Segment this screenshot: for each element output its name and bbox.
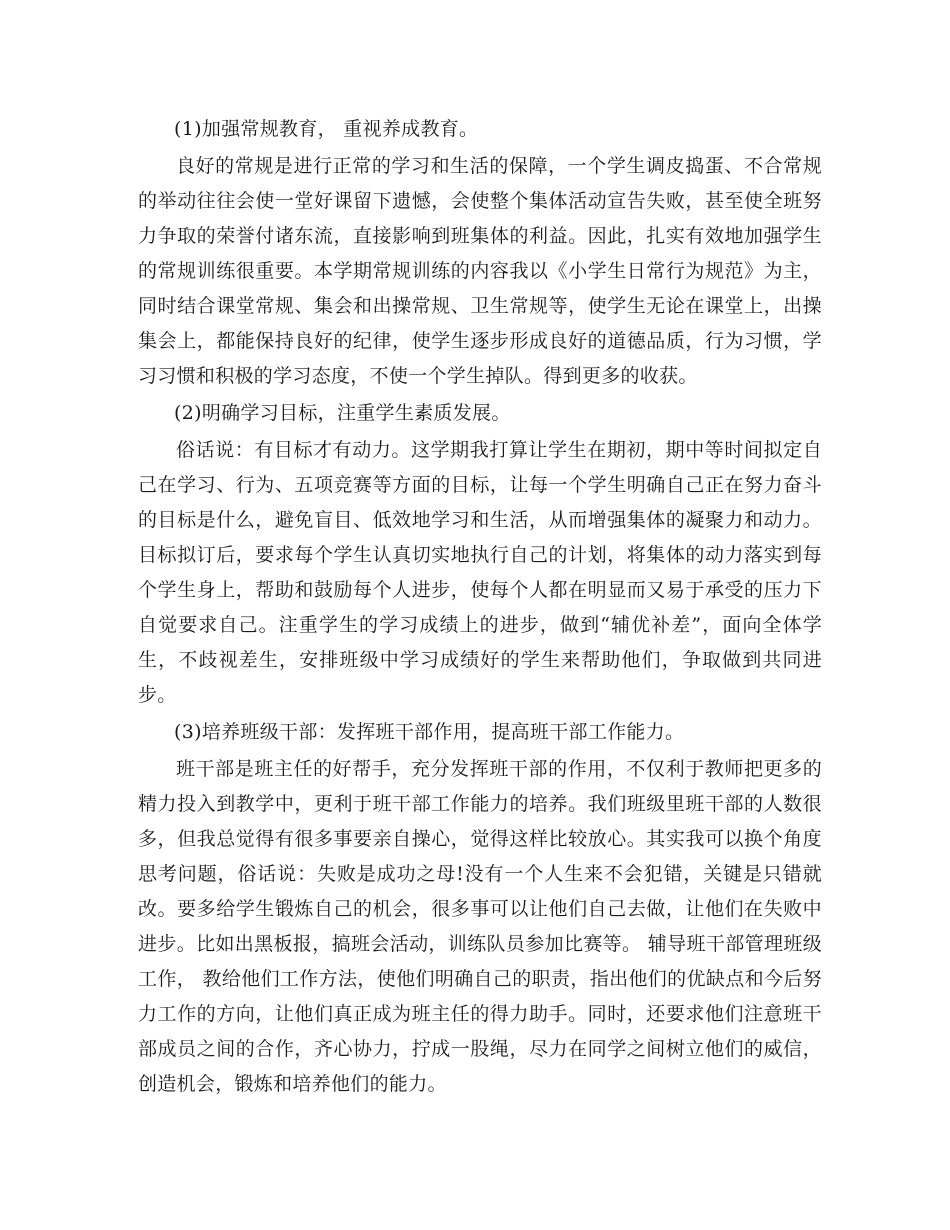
section-2-body: 俗话说：有目标才有动力。这学期我打算让学生在期初，期中等时间拟定自己在学习、行为、五项竞赛等方面的目标，让每一个学生明确自己正在努力奋斗的目标是什么，避免盲目、低效地学习和生活，从而增强集体的凝聚力和动力。目标拟订后，要求每个学生认真切实地执行自己的计划，将集体的动力落实到每个学生身上，帮助和鼓励每个人进步，使每个人都在明显而又易于承受的压力下自觉要求自己。注重学生的学习成绩上的进步，做到“辅优补差”，面向全体学生，不歧视差生，安排班级中学习成绩好的学生来帮助他们，争取做到共同进步。 (138, 439, 822, 706)
section-2-heading: (2)明确学习目标，注重学生素质发展。 (174, 402, 511, 424)
section-1-body: 良好的常规是进行正常的学习和生活的保障，一个学生调皮捣蛋、不合常规的举动往往会使一堂好课留下遗憾，会使整个集体活动宣告失败，甚至使全班努力争取的荣誉付诸东流，直接影响到班集体的利益。因此，扎实有效地加强学生的常规训练很重要。本学期常规训练的内容我以《小学生日常行为规范》为主，同时结合课堂常规、集会和出操常规、卫生常规等，使学生无论在课堂上，出操集会上，都能保持良好的纪律，使学生逐步形成良好的道德品质，行为习惯，学习习惯和积极的学习态度，不使一个学生掉队。得到更多的收获。 (138, 155, 822, 387)
section-1-heading: (1)加强常规教育， 重视养成教育。 (174, 118, 479, 140)
section-3-body: 班干部是班主任的好帮手，充分发挥班干部的作用，不仅利于教师把更多的精力投入到教学中，更利于班干部工作能力的培养。我们班级里班干部的人数很多，但我总觉得有很多事要亲自操心，觉得这样比较放心。其实我可以换个角度思考问题，俗话说：失败是成功之母!没有一个人生来不会犯错，关键是只错就改。要多给学生锻炼自己的机会，很多事可以让他们自己去做，让他们在失败中进步。比如出黑板报，搞班会活动，训练队员参加比赛等。 辅导班干部管理班级工作， 教给他们工作方法，使他们明确自己的职责，指出他们的优缺点和今后努力工作的方向，让他们真正成为班主任的得力助手。同时，还要求他们注意班干部成员之间的合作，齐心协力，拧成一股绳，尽力在同学之间树立他们的威信，创造机会，锻炼和培养他们的能力。 (138, 758, 822, 1095)
section-3-heading: (3)培养班级干部：发挥班干部作用，提高班干部工作能力。 (174, 721, 685, 743)
